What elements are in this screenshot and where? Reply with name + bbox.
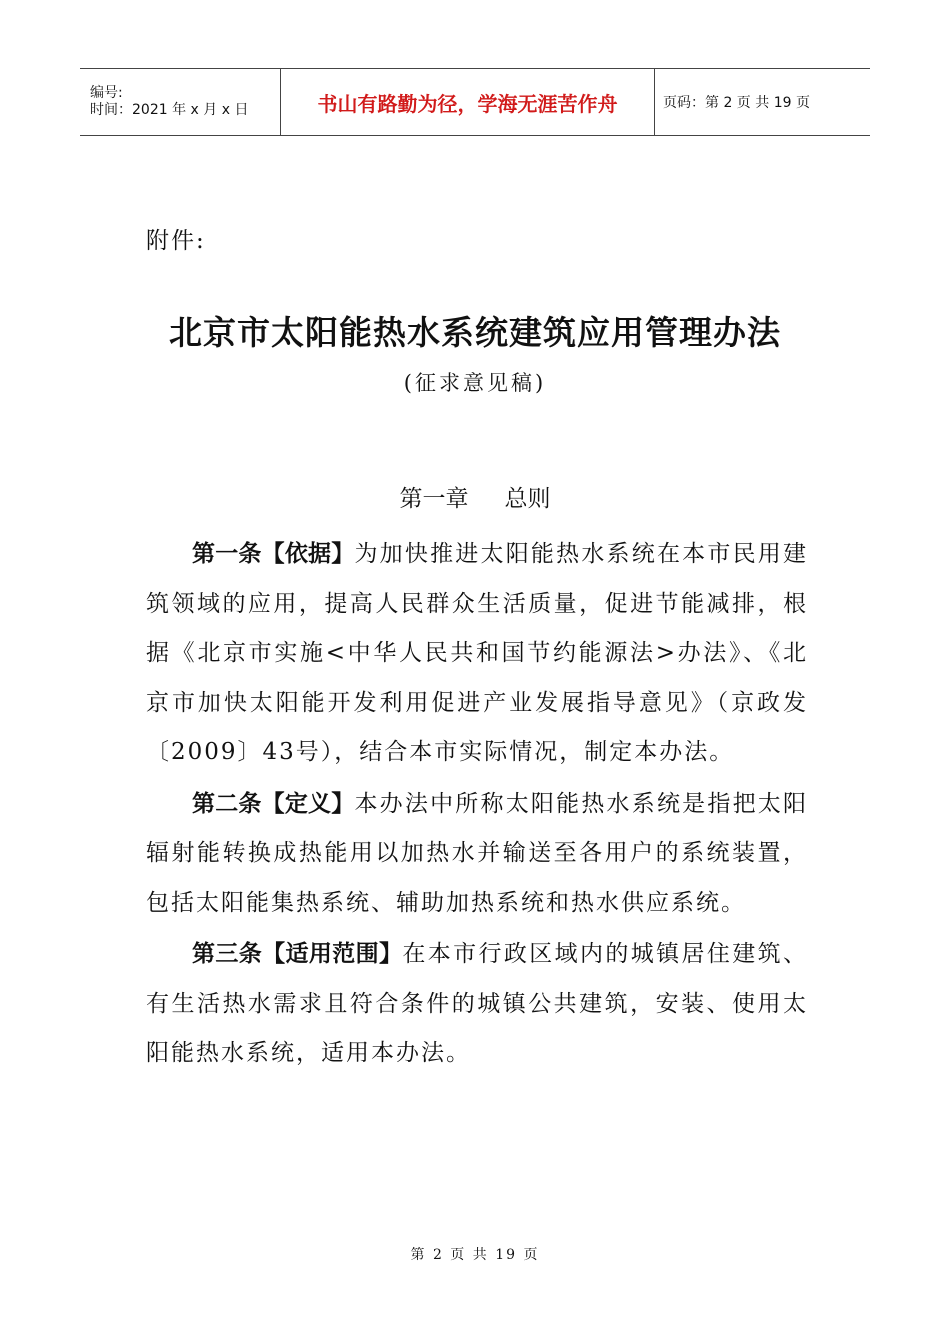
document-number-label: 编号: [90, 85, 123, 101]
chapter-number: 第一章 [399, 486, 469, 512]
article-lead: 第三条【适用范围】 [192, 941, 403, 967]
article-lead: 第一条【依据】 [192, 541, 355, 567]
chapter-heading [0, 480, 950, 513]
attachment-label: 附件: [146, 228, 206, 254]
motto-text: 书山有路勤为径，学海无涯苦作舟 [317, 91, 618, 116]
article-text: 在本市行政区域内的城镇居住建筑、有生活热水需求且符合条件的城镇公共建筑，安装、使用太阳能热水系统，适用本办法。 [146, 941, 808, 1066]
page-info-text: 页码：第 2 页 共 19 页 [663, 95, 810, 111]
document-title: 北京市太阳能热水系统建筑应用管理办法 [169, 313, 781, 352]
article-text: 本办法中所称太阳能热水系统是指把太阳辐射能转换成热能用以加热水并输送至各用户的系统装置，包括太阳能集热系统、辅助加热系统和热水供应系统。 [146, 790, 809, 916]
page-footer: 第 2 页 共 19 页 [410, 1247, 540, 1263]
header-motto [281, 69, 655, 135]
chapter-name: 总则 [504, 486, 551, 512]
article-lead: 第二条【定义】 [192, 790, 355, 817]
document-time: 时间：2021 年 x 月 x 日 [90, 102, 249, 118]
article-3 [146, 930, 808, 1079]
document-body [146, 530, 808, 1081]
article-2 [146, 780, 808, 929]
header-meta [80, 69, 281, 135]
document-subtitle: (征求意见稿) [403, 371, 547, 395]
header-page-info [655, 69, 870, 135]
article-text: 为加快推进太阳能热水系统在本市民用建筑领域的应用，提高人民群众生活质量，促进节能减排，根据《北京市实施<中华人民共和国节约能源法>办法》、《北京市加快太阳能开发利用促进产业发展指导意见》（京政发〔2009〕43号），结合本市实际情况，制定本办法。 [146, 541, 809, 765]
page-header [80, 68, 870, 136]
article-1 [146, 530, 808, 778]
